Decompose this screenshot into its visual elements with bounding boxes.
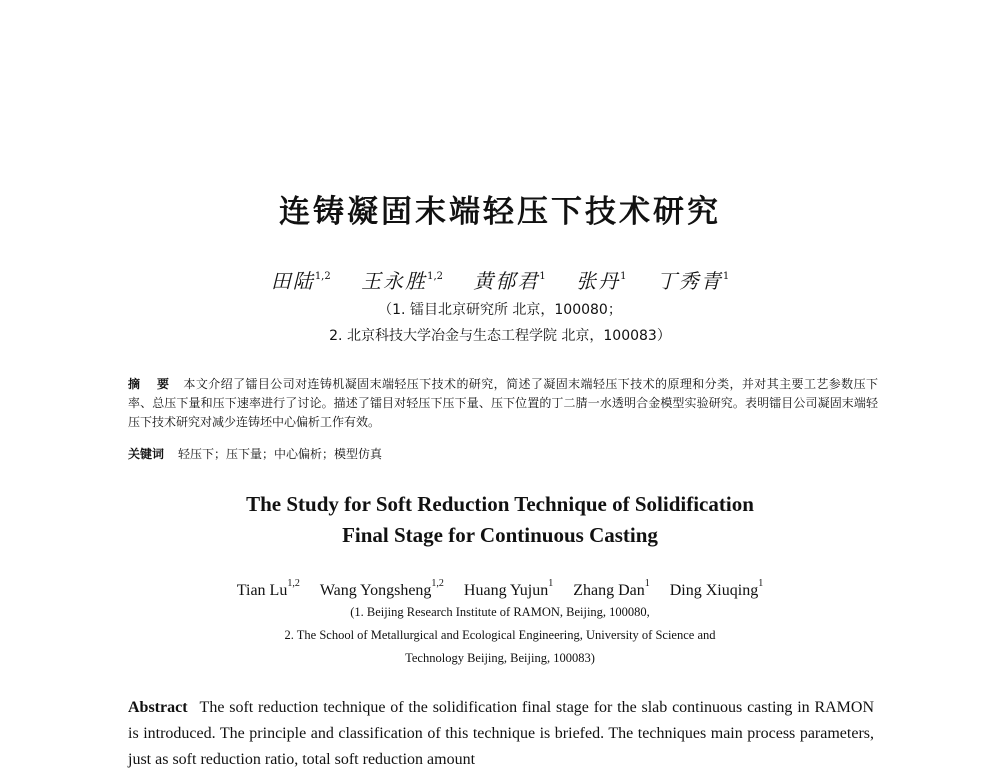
english-title <box>0 489 1000 551</box>
chinese-author: 张丹$^1$ <box>576 269 627 293</box>
english-author: Tian Lu$^{1,2}$ <box>236 578 300 599</box>
english-author: Huang Yujun$^1$ <box>463 578 554 599</box>
english-title-line-1: The Study for Soft Reduction Technique of Solidification <box>246 492 754 516</box>
english-title-line-2: Final Stage for Continuous Casting <box>342 523 658 547</box>
english-abstract-text: The soft reduction technique of the solidification final stage for the slab continuous casting in RAMON is introduced. The principle and classification of this technique is briefed. The techniques main process parameters, just as soft reduction ratio, total soft reduction amount <box>128 699 874 768</box>
chinese-author: 王永胜$^{1,2}$ <box>361 269 443 293</box>
english-abstract-label: Abstract <box>128 699 188 716</box>
chinese-abstract-label: 摘 要 <box>128 377 176 391</box>
english-affiliation-1: (1. Beijing Research Institute of RAMON, Beijing, 100080, <box>350 605 650 619</box>
chinese-keywords-label: 关键词 <box>128 447 165 461</box>
chinese-authors <box>0 265 1000 294</box>
english-author: Zhang Dan$^1$ <box>573 578 650 599</box>
english-affiliation-2: 2. The School of Metallurgical and Ecological Engineering, University of Science and <box>284 628 716 642</box>
english-abstract <box>128 695 874 773</box>
chinese-keywords <box>128 445 878 462</box>
chinese-abstract-text: 本文介绍了镭目公司对连铸机凝固末端轻压下技术的研究，简述了凝固末端轻压下技术的原理和分类，并对其主要工艺参数压下率、总压下量和压下速率进行了讨论。描述了镭目对轻压下压下量、压下位置的丁二腈一水透明合金模型实验研究。表明镭目公司凝固末端轻压下技术研究对减少连铸坯中心偏析工作有效。 <box>128 377 878 429</box>
chinese-title: 连铸凝固末端轻压下技术研究 <box>279 194 721 230</box>
chinese-keywords-text: 轻压下；压下量；中心偏析；模型仿真 <box>178 447 383 461</box>
chinese-author: 丁秀青$^1$ <box>656 269 730 293</box>
english-author: Wang Yongsheng$^{1,2}$ <box>319 578 444 599</box>
chinese-affiliation-1: （1. 镭目北京研究所 北京，100080； <box>378 302 622 318</box>
chinese-author: 黄郁君$^1$ <box>473 269 546 293</box>
chinese-affiliation-2: 2. 北京科技大学冶金与生态工程学院 北京，100083） <box>329 328 671 344</box>
english-affiliation-3: Technology Beijing, Beijing, 100083) <box>405 651 595 665</box>
english-authors <box>0 578 1000 600</box>
chinese-author: 田陆$^{1,2}$ <box>270 269 331 293</box>
chinese-abstract <box>128 375 878 432</box>
english-author: Ding Xiuqing$^1$ <box>669 578 764 599</box>
